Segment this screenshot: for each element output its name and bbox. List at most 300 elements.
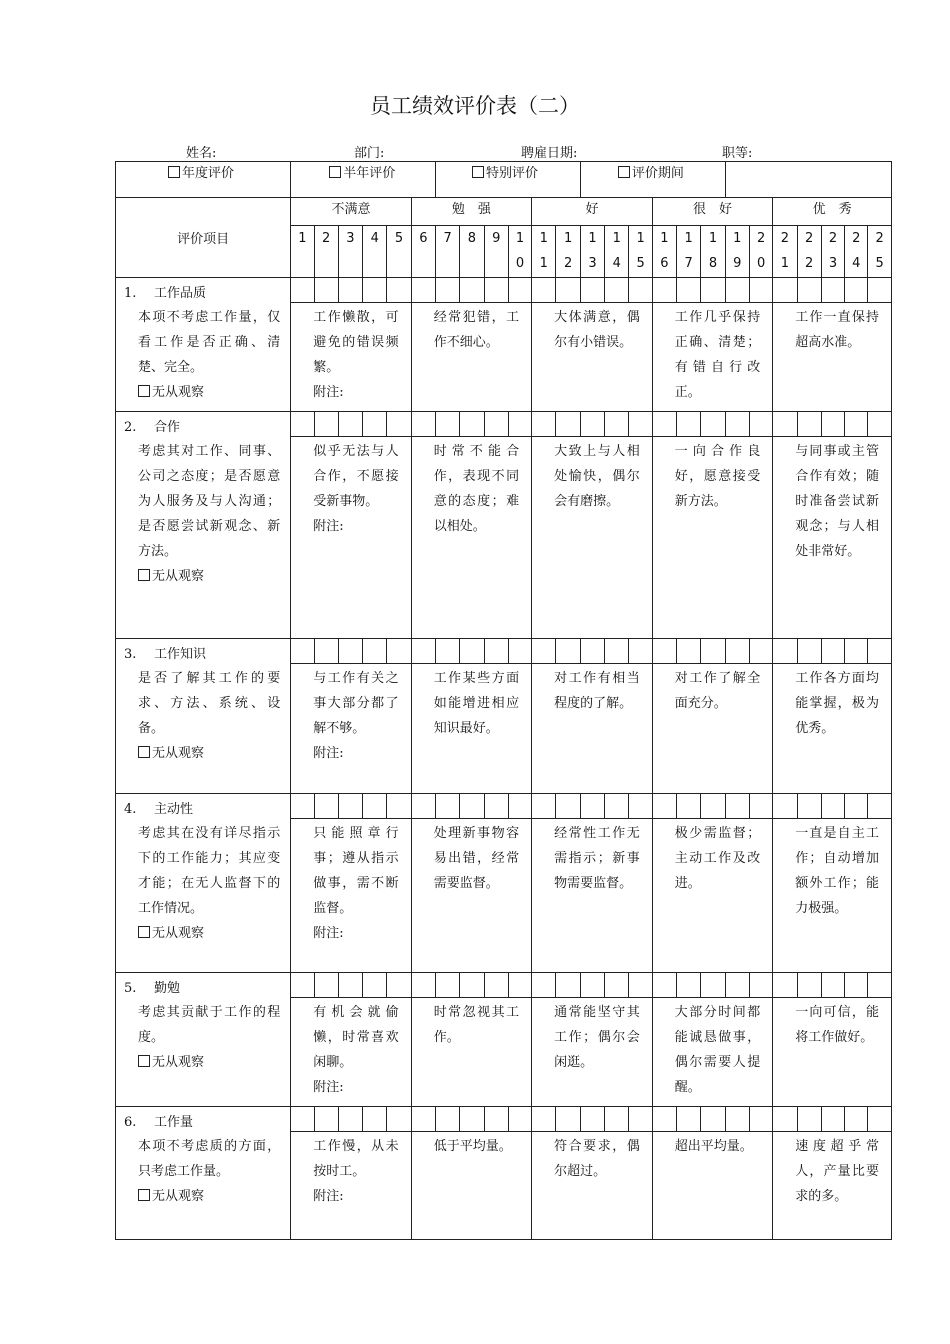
score-box[interactable] bbox=[436, 639, 460, 664]
hire-date-label: 聘雇日期: bbox=[521, 146, 578, 161]
score-box[interactable] bbox=[532, 1107, 556, 1132]
no-observation-label: 无从观察 bbox=[152, 1189, 205, 1204]
section-cell bbox=[116, 794, 291, 973]
no-observation[interactable] bbox=[124, 564, 290, 589]
score-number: 1 1 bbox=[532, 226, 556, 278]
score-box[interactable] bbox=[629, 278, 652, 303]
grade-description bbox=[411, 303, 531, 412]
grade-description bbox=[773, 437, 892, 639]
grade-description bbox=[411, 998, 531, 1107]
score-box[interactable] bbox=[580, 1107, 604, 1132]
section-name: 主动性 bbox=[154, 802, 194, 817]
section-criteria: 本项不考虑工作量，仅看工作是否正确、清楚、完全。 bbox=[138, 310, 281, 375]
grade-description bbox=[291, 819, 411, 973]
score-number: 2 1 bbox=[773, 226, 797, 278]
section-header-row bbox=[116, 1107, 892, 1132]
score-box[interactable] bbox=[652, 1107, 676, 1132]
score-box[interactable] bbox=[773, 973, 797, 998]
score-box[interactable] bbox=[749, 973, 772, 998]
score-number: 1 8 bbox=[701, 226, 725, 278]
score-box[interactable] bbox=[821, 639, 844, 664]
eval-type-row bbox=[116, 162, 892, 198]
score-box[interactable] bbox=[629, 412, 652, 437]
grade-description bbox=[532, 819, 653, 973]
grade-row bbox=[116, 198, 892, 226]
grade-header: 不满意 bbox=[291, 198, 411, 226]
description-text: 工作一直保持超高水准。 bbox=[795, 310, 879, 350]
score-number: 1 bbox=[291, 226, 314, 278]
score-box[interactable] bbox=[749, 794, 772, 819]
grade-description bbox=[411, 437, 531, 639]
description-text: 低于平均量。 bbox=[433, 1139, 512, 1154]
attach-note-label: 附注: bbox=[313, 1189, 344, 1204]
section-criteria: 考虑其贡献于工作的程度。 bbox=[138, 1005, 281, 1045]
eval-type-label: 评价期间 bbox=[631, 166, 684, 181]
score-box[interactable] bbox=[338, 412, 362, 437]
description-text: 大体满意，偶尔有小错误。 bbox=[554, 310, 640, 350]
score-box[interactable] bbox=[725, 794, 749, 819]
grade-description bbox=[652, 437, 773, 639]
score-box[interactable] bbox=[484, 794, 508, 819]
score-box[interactable] bbox=[556, 1107, 580, 1132]
description-text: 经常犯错，工作不细心。 bbox=[433, 310, 520, 350]
no-observation[interactable] bbox=[124, 1050, 290, 1075]
grade-description bbox=[411, 1132, 531, 1240]
no-observation-label: 无从观察 bbox=[152, 1055, 205, 1070]
section-number: 1. bbox=[124, 286, 137, 301]
section-cell bbox=[116, 1107, 291, 1240]
grade-description bbox=[411, 819, 531, 973]
score-box[interactable] bbox=[677, 1107, 701, 1132]
score-box[interactable] bbox=[484, 412, 508, 437]
score-box[interactable] bbox=[701, 278, 725, 303]
score-box[interactable] bbox=[314, 794, 338, 819]
grade-header: 勉 强 bbox=[411, 198, 531, 226]
section-criteria: 本项不考虑质的方面，只考虑工作量。 bbox=[138, 1139, 281, 1179]
score-number: 2 5 bbox=[868, 226, 892, 278]
description-text: 一向可信，能将工作做好。 bbox=[795, 1005, 879, 1045]
score-box[interactable] bbox=[701, 973, 725, 998]
score-box[interactable] bbox=[363, 1107, 387, 1132]
score-box[interactable] bbox=[411, 639, 435, 664]
no-observation[interactable] bbox=[124, 1184, 290, 1209]
name-label: 姓名: bbox=[186, 146, 217, 161]
eval-type-label: 半年评价 bbox=[343, 166, 396, 181]
score-box[interactable] bbox=[701, 794, 725, 819]
score-box[interactable] bbox=[580, 412, 604, 437]
grade-description bbox=[652, 998, 773, 1107]
grade-description bbox=[532, 1132, 653, 1240]
score-box[interactable] bbox=[387, 412, 411, 437]
score-box[interactable] bbox=[629, 1107, 652, 1132]
score-box[interactable] bbox=[484, 1107, 508, 1132]
score-box[interactable] bbox=[291, 1107, 314, 1132]
score-box[interactable] bbox=[652, 973, 676, 998]
score-box[interactable] bbox=[749, 412, 772, 437]
score-box[interactable] bbox=[749, 1107, 772, 1132]
score-box[interactable] bbox=[411, 278, 435, 303]
grade-description bbox=[773, 1132, 892, 1240]
section-header-row bbox=[116, 639, 892, 664]
score-box[interactable] bbox=[701, 639, 725, 664]
score-box[interactable] bbox=[797, 639, 821, 664]
score-number: 6 bbox=[411, 226, 435, 278]
grade-description bbox=[773, 303, 892, 412]
score-box[interactable] bbox=[821, 1107, 844, 1132]
score-box[interactable] bbox=[725, 1107, 749, 1132]
score-box[interactable] bbox=[701, 412, 725, 437]
section-header-row bbox=[116, 794, 892, 819]
score-box[interactable] bbox=[338, 1107, 362, 1132]
score-box[interactable] bbox=[314, 639, 338, 664]
description-text: 经常性工作无需指示；新事物需要监督。 bbox=[554, 826, 640, 891]
score-box[interactable] bbox=[338, 794, 362, 819]
grade-header: 好 bbox=[532, 198, 653, 226]
description-text: 对工作了解全面充分。 bbox=[674, 671, 761, 711]
section-name: 工作品质 bbox=[154, 286, 207, 301]
score-box[interactable] bbox=[580, 973, 604, 998]
score-box[interactable] bbox=[387, 278, 411, 303]
description-text: 一直是自主工作；自动增加额外工作；能力极强。 bbox=[795, 826, 879, 916]
description-text: 有机会就偷懒，时常喜欢闲聊。 bbox=[313, 1005, 399, 1070]
score-number: 1 3 bbox=[580, 226, 604, 278]
score-box[interactable] bbox=[460, 973, 484, 998]
score-number: 1 0 bbox=[508, 226, 531, 278]
score-box[interactable] bbox=[773, 412, 797, 437]
description-text: 与工作有关之事大部分都了解不够。 bbox=[313, 671, 399, 736]
score-box[interactable] bbox=[605, 973, 629, 998]
score-box[interactable] bbox=[580, 639, 604, 664]
score-box[interactable] bbox=[845, 639, 868, 664]
score-box[interactable] bbox=[677, 412, 701, 437]
section-cell bbox=[116, 278, 291, 412]
score-box[interactable] bbox=[797, 973, 821, 998]
score-box[interactable] bbox=[532, 973, 556, 998]
section-number: 3. bbox=[124, 647, 137, 662]
type-cell-special[interactable] bbox=[436, 162, 581, 198]
score-box[interactable] bbox=[701, 1107, 725, 1132]
score-box[interactable] bbox=[314, 412, 338, 437]
section-cell bbox=[116, 412, 291, 639]
description-text: 大部分时间都能诚恳做事，偶尔需要人提醒。 bbox=[674, 1005, 761, 1095]
score-box[interactable] bbox=[387, 794, 411, 819]
score-box[interactable] bbox=[291, 412, 314, 437]
score-box[interactable] bbox=[460, 1107, 484, 1132]
score-box[interactable] bbox=[797, 278, 821, 303]
grade-description bbox=[291, 998, 411, 1107]
type-cell-half-year[interactable] bbox=[291, 162, 436, 198]
attach-note-label: 附注: bbox=[313, 385, 344, 400]
score-box[interactable] bbox=[556, 639, 580, 664]
no-observation[interactable] bbox=[124, 380, 290, 405]
score-box[interactable] bbox=[868, 973, 892, 998]
section-name: 合作 bbox=[154, 420, 181, 435]
score-box[interactable] bbox=[629, 794, 652, 819]
section-header-row bbox=[116, 973, 892, 998]
section-name: 工作量 bbox=[154, 1115, 194, 1130]
score-box[interactable] bbox=[387, 1107, 411, 1132]
score-box[interactable] bbox=[363, 794, 387, 819]
grade-level-label: 职等: bbox=[722, 146, 753, 161]
score-box[interactable] bbox=[773, 639, 797, 664]
checkbox[interactable] bbox=[138, 1189, 150, 1201]
no-observation-label: 无从观察 bbox=[152, 385, 205, 400]
score-number: 2 0 bbox=[749, 226, 772, 278]
score-box[interactable] bbox=[556, 278, 580, 303]
section-name: 勤勉 bbox=[154, 981, 181, 996]
eval-type-label: 年度评价 bbox=[182, 166, 235, 181]
dept-label: 部门: bbox=[354, 146, 385, 161]
score-box[interactable] bbox=[845, 794, 868, 819]
type-cell-blank bbox=[725, 162, 891, 198]
section-cell bbox=[116, 639, 291, 794]
score-box[interactable] bbox=[797, 412, 821, 437]
score-box[interactable] bbox=[363, 973, 387, 998]
score-box[interactable] bbox=[291, 973, 314, 998]
score-box[interactable] bbox=[725, 639, 749, 664]
description-text: 工作懒散，可避免的错误频繁。 bbox=[313, 310, 399, 375]
score-box[interactable] bbox=[436, 973, 460, 998]
score-box[interactable] bbox=[605, 1107, 629, 1132]
score-box[interactable] bbox=[725, 973, 749, 998]
score-box[interactable] bbox=[436, 1107, 460, 1132]
score-box[interactable] bbox=[411, 794, 435, 819]
score-box[interactable] bbox=[508, 412, 531, 437]
grade-description bbox=[291, 664, 411, 794]
description-text: 时常忽视其工作。 bbox=[433, 1005, 520, 1045]
score-box[interactable] bbox=[845, 278, 868, 303]
score-box[interactable] bbox=[291, 639, 314, 664]
section-number: 2. bbox=[124, 420, 137, 435]
checkbox[interactable] bbox=[138, 569, 150, 581]
section-criteria: 是否了解其工作的要求、方法、系统、设备。 bbox=[138, 671, 281, 736]
description-text: 工作几乎保持正确、清楚；有错自行改正。 bbox=[674, 310, 761, 400]
score-box[interactable] bbox=[749, 278, 772, 303]
score-box[interactable] bbox=[845, 1107, 868, 1132]
score-box[interactable] bbox=[363, 639, 387, 664]
section-number: 6. bbox=[124, 1115, 137, 1130]
score-box[interactable] bbox=[797, 794, 821, 819]
score-number: 2 4 bbox=[845, 226, 868, 278]
score-box[interactable] bbox=[652, 794, 676, 819]
score-box[interactable] bbox=[868, 794, 892, 819]
score-box[interactable] bbox=[508, 973, 531, 998]
grade-description bbox=[773, 664, 892, 794]
score-box[interactable] bbox=[605, 412, 629, 437]
score-number: 9 bbox=[484, 226, 508, 278]
section-name: 工作知识 bbox=[154, 647, 207, 662]
score-box[interactable] bbox=[363, 412, 387, 437]
score-box[interactable] bbox=[821, 973, 844, 998]
score-box[interactable] bbox=[797, 1107, 821, 1132]
score-box[interactable] bbox=[338, 639, 362, 664]
no-observation[interactable] bbox=[124, 741, 290, 766]
score-box[interactable] bbox=[821, 278, 844, 303]
score-box[interactable] bbox=[532, 278, 556, 303]
no-observation-label: 无从观察 bbox=[152, 569, 205, 584]
score-box[interactable] bbox=[556, 794, 580, 819]
description-text: 工作各方面均能掌握，极为优秀。 bbox=[795, 671, 879, 736]
score-box[interactable] bbox=[484, 973, 508, 998]
grade-description bbox=[773, 819, 892, 973]
score-box[interactable] bbox=[508, 639, 531, 664]
score-box[interactable] bbox=[532, 639, 556, 664]
score-box[interactable] bbox=[773, 794, 797, 819]
grade-description bbox=[652, 1132, 773, 1240]
grade-description bbox=[411, 664, 531, 794]
score-box[interactable] bbox=[532, 794, 556, 819]
type-cell-annual[interactable] bbox=[116, 162, 291, 198]
score-box[interactable] bbox=[773, 278, 797, 303]
checkbox[interactable] bbox=[618, 166, 630, 178]
grade-description bbox=[532, 664, 653, 794]
score-box[interactable] bbox=[868, 278, 892, 303]
checkbox[interactable] bbox=[138, 746, 150, 758]
score-box[interactable] bbox=[387, 973, 411, 998]
score-box[interactable] bbox=[532, 412, 556, 437]
grade-header: 优 秀 bbox=[773, 198, 892, 226]
score-box[interactable] bbox=[749, 639, 772, 664]
checkbox[interactable] bbox=[138, 926, 150, 938]
checkbox[interactable] bbox=[329, 166, 341, 178]
score-box[interactable] bbox=[652, 639, 676, 664]
description-text: 速度超乎常人，产量比要求的多。 bbox=[795, 1139, 879, 1204]
score-box[interactable] bbox=[677, 973, 701, 998]
score-box[interactable] bbox=[338, 973, 362, 998]
score-number: 1 6 bbox=[652, 226, 676, 278]
grade-description bbox=[773, 998, 892, 1107]
score-box[interactable] bbox=[868, 1107, 892, 1132]
score-box[interactable] bbox=[845, 412, 868, 437]
score-box[interactable] bbox=[291, 278, 314, 303]
score-box[interactable] bbox=[363, 278, 387, 303]
score-box[interactable] bbox=[436, 278, 460, 303]
page-title: 员工绩效评价表（二） bbox=[370, 94, 580, 118]
score-box[interactable] bbox=[338, 278, 362, 303]
score-box[interactable] bbox=[556, 973, 580, 998]
checkbox[interactable] bbox=[138, 1055, 150, 1067]
grade-description bbox=[291, 303, 411, 412]
score-number: 2 3 bbox=[821, 226, 844, 278]
grade-description bbox=[291, 437, 411, 639]
score-box[interactable] bbox=[868, 412, 892, 437]
description-text: 只能照章行事；遵从指示做事，需不断监督。 bbox=[313, 826, 399, 916]
score-box[interactable] bbox=[460, 412, 484, 437]
grade-description bbox=[532, 998, 653, 1107]
score-box[interactable] bbox=[868, 639, 892, 664]
grade-description bbox=[532, 303, 653, 412]
section-number: 5. bbox=[124, 981, 137, 996]
grade-description bbox=[652, 303, 773, 412]
type-cell-period[interactable] bbox=[580, 162, 725, 198]
score-box[interactable] bbox=[314, 973, 338, 998]
score-box[interactable] bbox=[652, 278, 676, 303]
score-box[interactable] bbox=[845, 973, 868, 998]
description-text: 与同事或主管合作有效；随时准备尝试新观念；与人相处非常好。 bbox=[795, 444, 879, 559]
eval-item-header: 评价项目 bbox=[116, 198, 291, 278]
attach-note-label: 附注: bbox=[313, 746, 344, 761]
score-number: 7 bbox=[436, 226, 460, 278]
score-box[interactable] bbox=[629, 639, 652, 664]
score-box[interactable] bbox=[677, 639, 701, 664]
section-cell bbox=[116, 973, 291, 1107]
score-box[interactable] bbox=[508, 1107, 531, 1132]
score-box[interactable] bbox=[484, 639, 508, 664]
score-box[interactable] bbox=[460, 639, 484, 664]
score-box[interactable] bbox=[484, 278, 508, 303]
no-observation[interactable] bbox=[124, 921, 290, 946]
score-box[interactable] bbox=[436, 794, 460, 819]
score-box[interactable] bbox=[580, 278, 604, 303]
score-number: 4 bbox=[363, 226, 387, 278]
score-number: 1 2 bbox=[556, 226, 580, 278]
attach-note-label: 附注: bbox=[313, 926, 344, 941]
score-box[interactable] bbox=[387, 639, 411, 664]
score-box[interactable] bbox=[725, 278, 749, 303]
description-text: 符合要求，偶尔超过。 bbox=[554, 1139, 640, 1179]
score-box[interactable] bbox=[677, 278, 701, 303]
grade-description bbox=[291, 1132, 411, 1240]
score-box[interactable] bbox=[411, 412, 435, 437]
grade-description bbox=[652, 664, 773, 794]
score-box[interactable] bbox=[821, 412, 844, 437]
score-box[interactable] bbox=[291, 794, 314, 819]
score-box[interactable] bbox=[605, 639, 629, 664]
score-box[interactable] bbox=[725, 412, 749, 437]
description-text: 时常不能合作，表现不同意的态度；难以相处。 bbox=[433, 444, 520, 534]
score-box[interactable] bbox=[436, 412, 460, 437]
score-box[interactable] bbox=[411, 1107, 435, 1132]
description-text: 超出平均量。 bbox=[674, 1139, 753, 1154]
score-number: 3 bbox=[338, 226, 362, 278]
checkbox[interactable] bbox=[168, 166, 180, 178]
score-box[interactable] bbox=[314, 278, 338, 303]
score-box[interactable] bbox=[460, 278, 484, 303]
description-text: 通常能坚守其工作；偶尔会闲逛。 bbox=[554, 1005, 640, 1070]
score-box[interactable] bbox=[773, 1107, 797, 1132]
score-box[interactable] bbox=[652, 412, 676, 437]
score-number: 2 bbox=[314, 226, 338, 278]
section-criteria: 考虑其对工作、同事、公司之态度；是否愿意为人服务及与人沟通；是否愿尝试新观念、新方法。 bbox=[138, 444, 281, 559]
score-box[interactable] bbox=[821, 794, 844, 819]
score-box[interactable] bbox=[411, 973, 435, 998]
description-text: 极少需监督；主动工作及改进。 bbox=[674, 826, 761, 891]
score-number: 8 bbox=[460, 226, 484, 278]
score-number: 1 4 bbox=[605, 226, 629, 278]
score-number: 5 bbox=[387, 226, 411, 278]
score-box[interactable] bbox=[508, 794, 531, 819]
score-box[interactable] bbox=[556, 412, 580, 437]
score-box[interactable] bbox=[677, 794, 701, 819]
score-box[interactable] bbox=[460, 794, 484, 819]
description-text: 一向合作良好，愿意接受新方法。 bbox=[674, 444, 761, 509]
description-text: 处理新事物容易出错，经常需要监督。 bbox=[433, 826, 520, 891]
description-text: 工作某些方面如能增进相应知识最好。 bbox=[433, 671, 520, 736]
score-box[interactable] bbox=[508, 278, 531, 303]
checkbox[interactable] bbox=[138, 385, 150, 397]
score-box[interactable] bbox=[580, 794, 604, 819]
no-observation-label: 无从观察 bbox=[152, 746, 205, 761]
score-box[interactable] bbox=[629, 973, 652, 998]
checkbox[interactable] bbox=[472, 166, 484, 178]
description-text: 大致上与人相处愉快，偶尔会有磨擦。 bbox=[554, 444, 640, 509]
score-box[interactable] bbox=[605, 794, 629, 819]
score-box[interactable] bbox=[605, 278, 629, 303]
score-box[interactable] bbox=[314, 1107, 338, 1132]
eval-type-label: 特别评价 bbox=[486, 166, 539, 181]
section-header-row bbox=[116, 278, 892, 303]
score-number: 2 2 bbox=[797, 226, 821, 278]
